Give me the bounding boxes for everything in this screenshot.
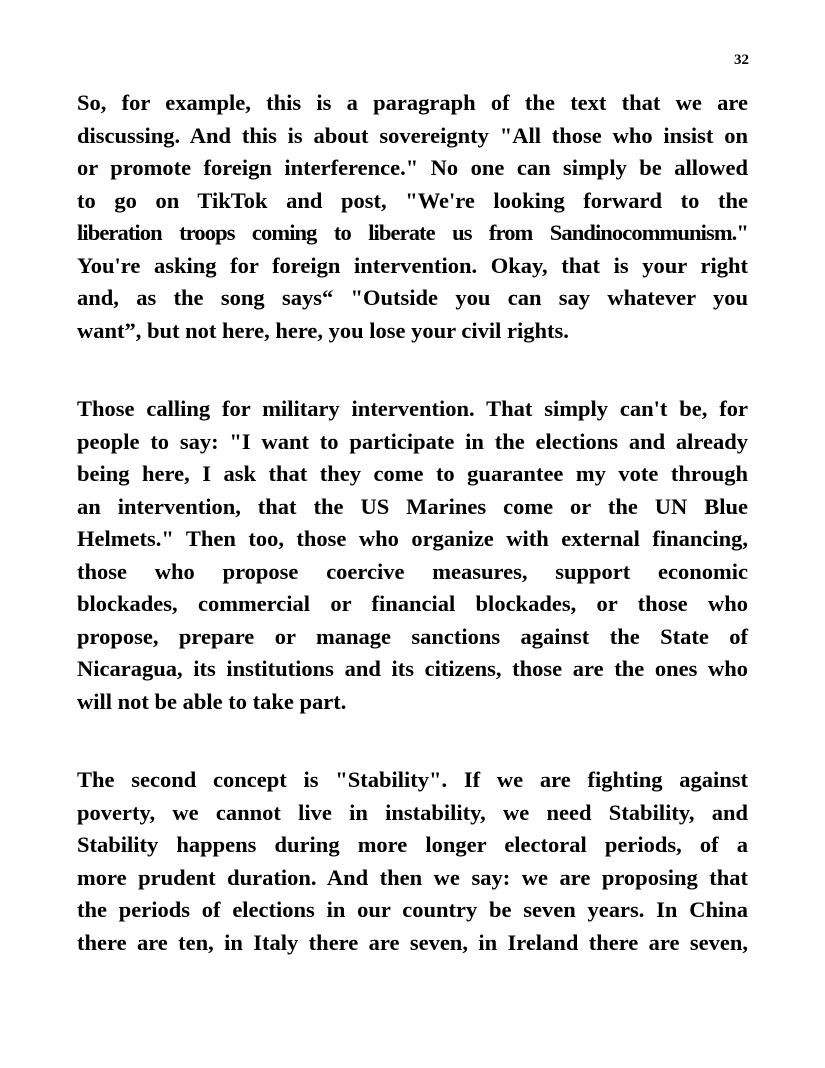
text-line: The second concept is "Stability". If we are fighting against xyxy=(77,767,748,792)
text-line: You're asking for foreign intervention. Okay, that is your right xyxy=(77,252,748,278)
text-line: poverty, we cannot live in instability, we need Stability, and xyxy=(77,799,748,825)
text-line: those who propose coercive measures, support economic xyxy=(77,558,748,584)
text-line: want”, but not here, here, you lose your civil rights. xyxy=(77,317,569,343)
text-line: more prudent duration. And then we say: we are proposing that xyxy=(77,864,748,890)
paragraph-stability xyxy=(77,764,748,959)
text-line: discussing. And this is about sovereignty "All those who insist on xyxy=(77,122,748,148)
text-line: will not be able to take part. xyxy=(77,688,347,714)
text-line: Nicaragua, its institutions and its citizens, those are the ones who xyxy=(77,656,748,681)
text-line: blockades, commercial or financial blockades, or those who xyxy=(77,591,748,616)
text-line: an intervention, that the US Marines come or the UN Blue xyxy=(77,493,748,519)
text-line: Helmets." Then too, those who organize with external financing, xyxy=(77,526,748,551)
paragraph-foreign-interference xyxy=(77,87,748,347)
page-number: 32 xyxy=(734,52,749,68)
text-line: propose, prepare or manage sanctions against the State of xyxy=(77,623,748,649)
text-line: So, for example, this is a paragraph of the text that we are xyxy=(77,90,748,115)
paragraph-military-intervention xyxy=(77,393,748,718)
text-line: people to say: "I want to participate in the elections and already xyxy=(77,428,748,454)
text-line: liberation troops coming to liberate us from Sandinocommunism." xyxy=(77,220,748,245)
text-line: or promote foreign interference." No one can simply be allowed xyxy=(77,155,748,180)
text-line: and, as the song says“ "Outside you can say whatever you xyxy=(77,285,748,310)
text-line: being here, I ask that they come to guarantee my vote through xyxy=(77,461,748,486)
text-line: Stability happens during more longer electoral periods, of a xyxy=(77,832,748,857)
text-line: Those calling for military intervention. That simply can't be, for xyxy=(77,396,748,421)
text-line: the periods of elections in our country be seven years. In China xyxy=(77,897,748,922)
text-line: to go on TikTok and post, "We're looking forward to the xyxy=(77,187,748,213)
text-line: there are ten, in Italy there are seven, in Ireland there are seven, xyxy=(77,929,748,955)
document-body xyxy=(77,87,748,959)
